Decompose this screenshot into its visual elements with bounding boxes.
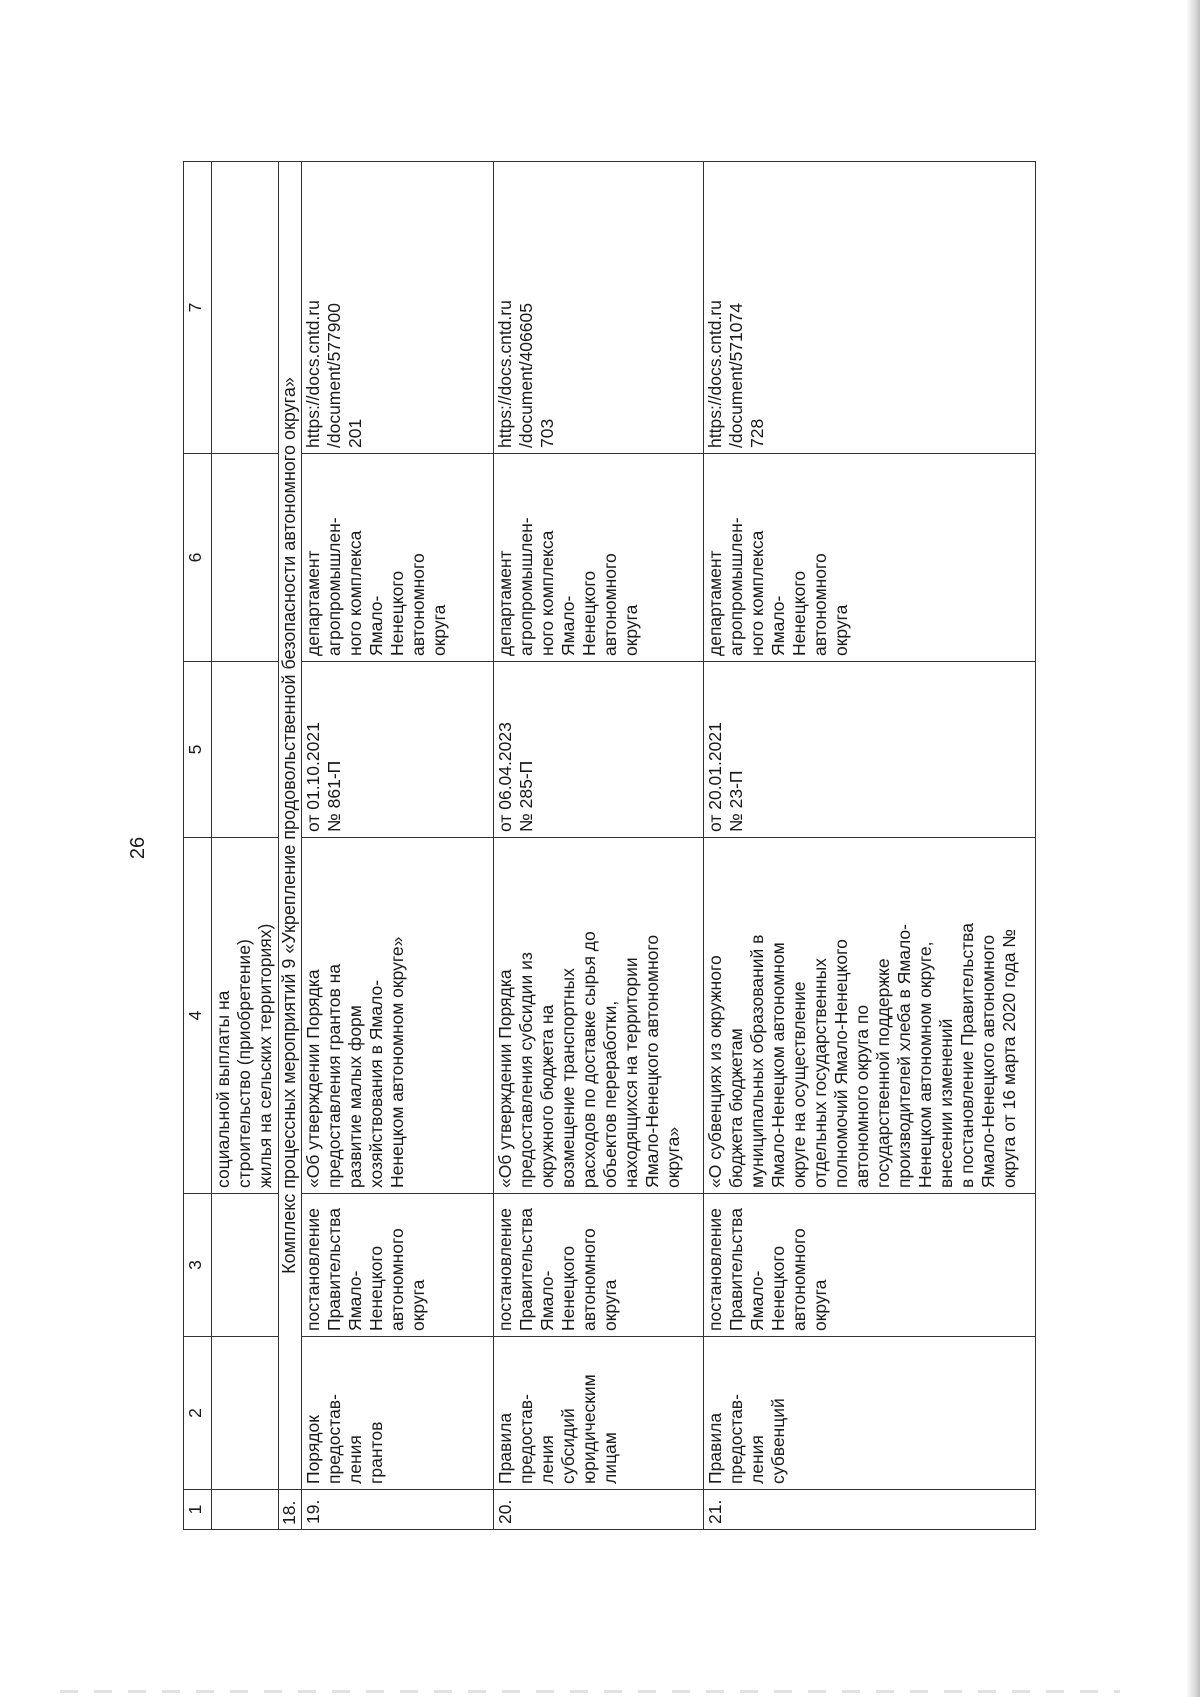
cell-text: предостав- bbox=[324, 1394, 344, 1484]
table-cell bbox=[704, 1337, 1036, 1490]
cell-text: округа bbox=[600, 1279, 620, 1331]
cell-text: социальной выплаты на bbox=[213, 990, 233, 1188]
table-cell bbox=[302, 662, 494, 838]
cell-text: развитие малых форм bbox=[345, 1005, 365, 1188]
cell-text: государственной поддержке bbox=[873, 958, 893, 1188]
cell-text: отдельных государственных bbox=[810, 958, 830, 1188]
document-link[interactable]: /document/406605 bbox=[516, 303, 536, 448]
table-row bbox=[302, 162, 494, 1530]
section-row bbox=[279, 162, 302, 1530]
cell-text: юридическим bbox=[579, 1374, 599, 1484]
column-number-header bbox=[184, 162, 212, 1530]
table-cell bbox=[302, 1194, 494, 1337]
cell-text: округа bbox=[621, 604, 641, 656]
cell-text: производителей хлеба в Ямало- bbox=[894, 924, 914, 1188]
table-cell bbox=[704, 162, 1036, 454]
table-cell bbox=[494, 1337, 704, 1490]
document-link[interactable]: /document/571074 bbox=[726, 303, 746, 448]
cell-text: Правительства bbox=[726, 1207, 746, 1331]
table-cell bbox=[212, 454, 279, 662]
cell-text: от 06.04.2023 bbox=[495, 722, 515, 832]
header-cell: 7 bbox=[184, 162, 212, 454]
cell-text: строительство (приобретение) bbox=[234, 939, 254, 1188]
cell-text: предоставления грантов на bbox=[324, 963, 344, 1188]
cell-text: Ненецкого bbox=[387, 570, 407, 656]
document-link[interactable]: 703 bbox=[537, 418, 557, 448]
section-title: Комплекс процессных мероприятий 9 «Укрепление продовольственной безопасности автономного округа» bbox=[279, 162, 302, 1490]
cell-text: постановление bbox=[303, 1208, 323, 1331]
cell-text: Ямало- bbox=[345, 1270, 365, 1331]
cell-text: округа bbox=[429, 604, 449, 656]
cell-text: возмещение транспортных bbox=[558, 968, 578, 1188]
cell-text: ного комплекса bbox=[537, 530, 557, 656]
header-cell: 5 bbox=[184, 662, 212, 838]
table-cell bbox=[704, 838, 1036, 1194]
cell-text: внесении изменений bbox=[936, 1018, 956, 1188]
header-cell: 6 bbox=[184, 454, 212, 662]
cell-text: Ненецкого bbox=[789, 570, 809, 656]
table-cell bbox=[302, 162, 494, 454]
document-link[interactable]: 201 bbox=[345, 418, 365, 448]
cell-text: Ямало- bbox=[537, 1270, 557, 1331]
cell-text: автономного bbox=[579, 1228, 599, 1331]
cell-text: Ненецком автономном округе, bbox=[915, 941, 935, 1188]
continuation-row bbox=[212, 162, 279, 1530]
rotated-table-container bbox=[183, 162, 1093, 1530]
cell-text: № 285-П bbox=[516, 760, 536, 832]
cell-text: автономного bbox=[789, 1228, 809, 1331]
document-link[interactable]: https://docs.cntd.ru bbox=[303, 300, 323, 448]
cell-text: «О субвенциях из окружного bbox=[705, 955, 725, 1188]
header-cell: 1 bbox=[184, 1490, 212, 1530]
table-cell bbox=[302, 1337, 494, 1490]
cell-text: Правительства bbox=[324, 1207, 344, 1331]
cell-text: ного комплекса bbox=[345, 530, 365, 656]
cell-text: Ямало- bbox=[768, 595, 788, 656]
cell-text: субвенций bbox=[768, 1398, 788, 1484]
cell-text: департамент bbox=[705, 550, 725, 656]
table-cell bbox=[212, 662, 279, 838]
row-number: 21. bbox=[704, 1490, 1036, 1530]
table-cell bbox=[494, 838, 704, 1194]
cell-text: Ямало- bbox=[366, 595, 386, 656]
cell-text: жилья на сельских территориях) bbox=[255, 923, 275, 1188]
cell-text: в постановление Правительства bbox=[957, 923, 977, 1188]
document-link[interactable]: https://docs.cntd.ru bbox=[705, 300, 725, 448]
table-cell bbox=[494, 1194, 704, 1337]
cell-text: автономного bbox=[600, 553, 620, 656]
cell-text: муниципальных образований в bbox=[747, 934, 767, 1188]
cell-text: бюджета бюджетам bbox=[726, 1028, 746, 1188]
header-cell: 2 bbox=[184, 1337, 212, 1490]
cell-text: автономного bbox=[810, 553, 830, 656]
cell-text: грантов bbox=[366, 1421, 386, 1484]
table-cell bbox=[212, 162, 279, 454]
cell-text: округа bbox=[810, 1279, 830, 1331]
cell-text: постановление bbox=[705, 1208, 725, 1331]
table-cell bbox=[494, 162, 704, 454]
cell-text: ления bbox=[345, 1435, 365, 1484]
scan-artifact bbox=[60, 1690, 1120, 1693]
cell-text: Ненецкого bbox=[579, 570, 599, 656]
document-link[interactable]: /document/577900 bbox=[324, 303, 344, 448]
cell-text: находящихся на территории bbox=[621, 957, 641, 1188]
table-cell bbox=[494, 662, 704, 838]
cell-text: Ямало-Ненецкого автономного bbox=[978, 934, 998, 1188]
cell-text: округа bbox=[831, 604, 851, 656]
cell-text: Ненецком автономном округе» bbox=[387, 936, 407, 1188]
table-cell bbox=[212, 838, 279, 1194]
table-cell bbox=[704, 1194, 1036, 1337]
table-cell bbox=[212, 1337, 279, 1490]
cell-text: хозяйствования в Ямало- bbox=[366, 979, 386, 1188]
document-link[interactable]: https://docs.cntd.ru bbox=[495, 300, 515, 448]
cell-text: лицам bbox=[600, 1432, 620, 1484]
cell-text: постановление bbox=[495, 1208, 515, 1331]
table-cell bbox=[212, 1194, 279, 1337]
cell-text: от 01.10.2021 bbox=[303, 722, 323, 832]
cell-text: расходов по доставке сырья до bbox=[579, 931, 599, 1188]
page-number: 26 bbox=[127, 836, 149, 860]
cell-text: агропромышлен- bbox=[324, 517, 344, 656]
row-number: 18. bbox=[279, 1490, 302, 1530]
cell-text: предостав- bbox=[516, 1394, 536, 1484]
table-cell bbox=[704, 454, 1036, 662]
cell-text: агропромышлен- bbox=[516, 517, 536, 656]
cell-text: Ямало- bbox=[747, 1270, 767, 1331]
page-edge-shadow bbox=[1186, 0, 1200, 1697]
cell-text: окружного бюджета на bbox=[537, 1004, 557, 1188]
cell-text: агропромышлен- bbox=[726, 517, 746, 656]
cell-text: округа» bbox=[663, 1126, 683, 1188]
cell-text: субсидий bbox=[558, 1408, 578, 1484]
cell-text: автономного округа по bbox=[852, 1004, 872, 1188]
table-cell bbox=[704, 662, 1036, 838]
table-cell bbox=[302, 838, 494, 1194]
document-table bbox=[183, 161, 1036, 1530]
document-link[interactable]: 728 bbox=[747, 418, 767, 448]
cell-text: Ненецкого bbox=[558, 1245, 578, 1331]
cell-text: Правительства bbox=[516, 1207, 536, 1331]
cell-text: Ямало-Ненецком автономном bbox=[768, 942, 788, 1188]
cell-text: автономного bbox=[387, 1228, 407, 1331]
cell-text: ного комплекса bbox=[747, 530, 767, 656]
cell-text: «Об утверждении Порядка bbox=[303, 969, 323, 1188]
cell-text: полномочий Ямало-Ненецкого bbox=[831, 939, 851, 1188]
header-cell: 4 bbox=[184, 838, 212, 1194]
cell-text: Ненецкого bbox=[768, 1245, 788, 1331]
cell-text: № 861-П bbox=[324, 760, 344, 832]
table-cell bbox=[212, 1490, 279, 1530]
cell-text: Правила bbox=[495, 1412, 515, 1484]
header-cell: 3 bbox=[184, 1194, 212, 1337]
cell-text: Ямало-Ненецкого автономного bbox=[642, 934, 662, 1188]
table-cell bbox=[494, 454, 704, 662]
cell-text: округа bbox=[408, 1279, 428, 1331]
cell-text: объектов переработки, bbox=[600, 1000, 620, 1188]
rotated-content bbox=[183, 162, 1093, 1530]
cell-text: департамент bbox=[303, 550, 323, 656]
cell-text: ления bbox=[537, 1435, 557, 1484]
cell-text: округе на осуществление bbox=[789, 981, 809, 1188]
table-cell bbox=[302, 454, 494, 662]
table-row bbox=[494, 162, 704, 1530]
cell-text: автономного bbox=[408, 553, 428, 656]
cell-text: округа от 16 марта 2020 года № bbox=[999, 928, 1019, 1188]
cell-text: предоставления субсидии из bbox=[516, 952, 536, 1188]
cell-text: Правила bbox=[705, 1412, 725, 1484]
cell-text: «Об утверждении Порядка bbox=[495, 969, 515, 1188]
cell-text: департамент bbox=[495, 550, 515, 656]
cell-text: Порядок bbox=[303, 1415, 323, 1484]
cell-text: Ямало- bbox=[558, 595, 578, 656]
cell-text: № 23-П bbox=[726, 770, 746, 832]
cell-text: Ненецкого bbox=[366, 1245, 386, 1331]
row-number: 19. bbox=[302, 1490, 494, 1530]
row-number: 20. bbox=[494, 1490, 704, 1530]
table-row bbox=[704, 162, 1036, 1530]
cell-text: ления bbox=[747, 1435, 767, 1484]
cell-text: предостав- bbox=[726, 1394, 746, 1484]
cell-text: от 20.01.2021 bbox=[705, 722, 725, 832]
